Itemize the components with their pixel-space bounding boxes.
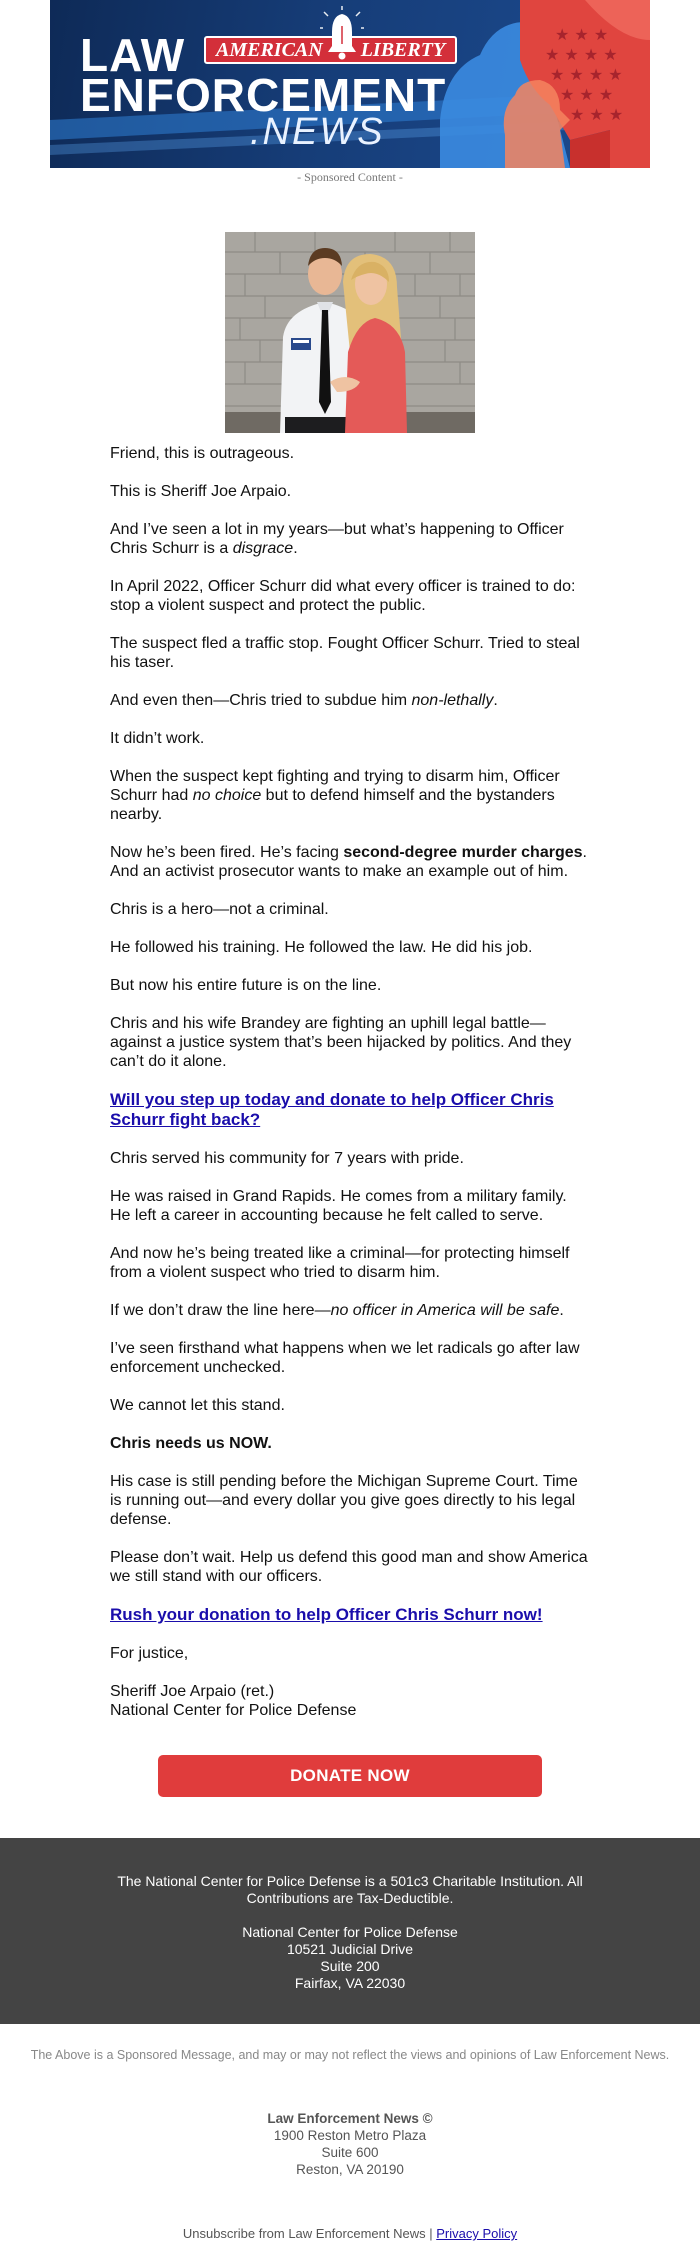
text-run: Now he’s been fired. He’s facing	[110, 844, 344, 861]
paragraph	[110, 843, 590, 881]
closing-line: For justice,	[110, 1645, 189, 1662]
logo-law-text: LAW	[80, 29, 186, 81]
officer-photo	[225, 232, 475, 433]
text-run: If we don’t draw the line here—	[110, 1302, 331, 1319]
paragraph: We cannot let this stand.	[110, 1397, 285, 1414]
emphasis-text: disgrace	[232, 540, 294, 557]
paragraph: Please don’t wait. Help us defend this good man and show America we still stand with our officers.	[110, 1549, 588, 1585]
svg-text:★ ★ ★: ★ ★ ★	[555, 25, 609, 44]
charity-footer	[0, 1838, 700, 2024]
text-run: .	[559, 1302, 564, 1319]
donate-now-button[interactable]: DONATE NOW	[158, 1755, 542, 1797]
signature-name: Sheriff Joe Arpaio (ret.)	[110, 1683, 275, 1700]
text-run: but to defend himself and the bystanders nearby.	[110, 787, 555, 823]
publisher-address-line: Reston, VA 20190	[296, 2162, 404, 2177]
charity-statement	[90, 1873, 610, 1907]
text-run: And even then—Chris tried to subdue him	[110, 692, 412, 709]
emphasis-text: no officer in America will be safe	[330, 1302, 560, 1319]
paragraph	[110, 691, 590, 710]
paragraph: Chris is a hero—not a criminal.	[110, 901, 329, 918]
officer-and-wife-image	[225, 232, 475, 433]
paragraph: But now his entire future is on the line.	[110, 977, 382, 994]
paragraph	[110, 1301, 590, 1320]
bold-text: second-degree murder charges	[343, 844, 583, 861]
svg-text:★ ★ ★: ★ ★ ★	[560, 85, 614, 104]
bold-text: Chris needs us NOW.	[110, 1435, 272, 1452]
svg-text:★ ★ ★: ★ ★ ★	[570, 105, 624, 124]
address-line: 10521 Judicial Drive	[286, 1941, 414, 1957]
badge-liberty-text: LIBERTY	[360, 39, 446, 61]
text-run: .	[493, 692, 498, 709]
donate-link-paragraph	[110, 1090, 590, 1130]
paragraph: I’ve seen firsthand what happens when we let radicals go after law enforcement unchecked.	[110, 1340, 580, 1376]
unsubscribe-bar	[0, 2226, 700, 2241]
paragraph: Chris served his community for 7 years with pride.	[110, 1150, 464, 1167]
text-run: When the suspect kept fighting and trying to disarm him, Officer Schurr had	[110, 768, 560, 804]
paragraph	[110, 1434, 590, 1453]
address-line: Suite 200	[320, 1958, 380, 1974]
publisher-address-line: 1900 Reston Metro Plaza	[273, 2128, 427, 2143]
liberty-bell-icon	[320, 6, 364, 64]
donate-link-fight-back[interactable]: Will you step up today and donate to help Officer Chris Schurr fight back?	[110, 1090, 554, 1129]
paragraph: In April 2022, Officer Schurr did what every officer is trained to do: stop a violent suspect and protect the public.	[110, 578, 576, 614]
signature-organization: National Center for Police Defense	[110, 1702, 357, 1719]
org-name: National Center for Police Defense	[242, 1924, 458, 1940]
badge-american-text: AMERICAN	[216, 39, 323, 61]
svg-text:★ ★ ★ ★: ★ ★ ★ ★	[550, 65, 623, 84]
paragraph: He followed his training. He followed the law. He did his job.	[110, 939, 533, 956]
privacy-policy-link[interactable]: Privacy Policy	[436, 2226, 518, 2241]
donate-link-rush[interactable]: Rush your donation to help Officer Chris Schurr now!	[110, 1605, 543, 1624]
charity-line: The National Center for Police Defense is a 501c3 Charitable Institution. All	[117, 1873, 583, 1889]
charity-line: Contributions are Tax-Deductible.	[246, 1890, 454, 1906]
publisher-info	[0, 2110, 700, 2178]
paragraph: The suspect fled a traffic stop. Fought Officer Schurr. Tried to steal his taser.	[110, 635, 580, 671]
emphasis-text: non-lethally	[411, 692, 494, 709]
paragraph: This is Sheriff Joe Arpaio.	[110, 483, 292, 500]
emphasis-text: no choice	[192, 787, 262, 804]
letter-body	[110, 444, 590, 1720]
header-banner[interactable]	[50, 0, 650, 168]
paragraph: Friend, this is outrageous.	[110, 445, 295, 462]
sponsored-disclaimer: The Above is a Sponsored Message, and may or may not reflect the views and opinions of Law Enforcement News.	[30, 2048, 670, 2062]
charity-address	[90, 1924, 610, 1992]
paragraph: And now he’s being treated like a criminal—for protecting himself from a violent suspect who tried to disarm him.	[110, 1245, 570, 1281]
donate-link-paragraph	[110, 1605, 590, 1625]
paragraph: He was raised in Grand Rapids. He comes from a military family. He left a career in accounting because he felt called to serve.	[110, 1188, 567, 1224]
text-run: . And an activist prosecutor wants to make an example out of him.	[110, 844, 587, 880]
paragraph: His case is still pending before the Michigan Supreme Court. Time is running out—and every dollar you give goes directly to his legal defense.	[110, 1473, 578, 1528]
text-run: And I’ve seen a lot in my years—but what’s happening to Officer Chris Schurr is a	[110, 521, 564, 557]
sponsored-content-label: - Sponsored Content -	[297, 170, 403, 184]
paragraph	[110, 520, 590, 558]
logo-enforcement-text: ENFORCEMENT	[80, 69, 447, 121]
publisher-name: Law Enforcement News ©	[267, 2111, 433, 2126]
separator: |	[425, 2226, 437, 2241]
text-run: .	[293, 540, 298, 557]
paragraph	[110, 767, 590, 824]
logo-news-text: .NEWS	[250, 111, 385, 153]
publisher-address-line: Suite 600	[321, 2145, 379, 2160]
svg-text:★ ★ ★ ★: ★ ★ ★ ★	[545, 45, 618, 64]
paragraph: Chris and his wife Brandey are fighting an uphill legal battle—against a justice system that’s been hijacked by politics. And they can’t do it alone.	[110, 1015, 572, 1070]
paragraph: It didn’t work.	[110, 730, 205, 747]
address-line: Fairfax, VA 22030	[294, 1975, 406, 1991]
unsubscribe-link[interactable]: Unsubscribe from Law Enforcement News	[182, 2226, 426, 2241]
